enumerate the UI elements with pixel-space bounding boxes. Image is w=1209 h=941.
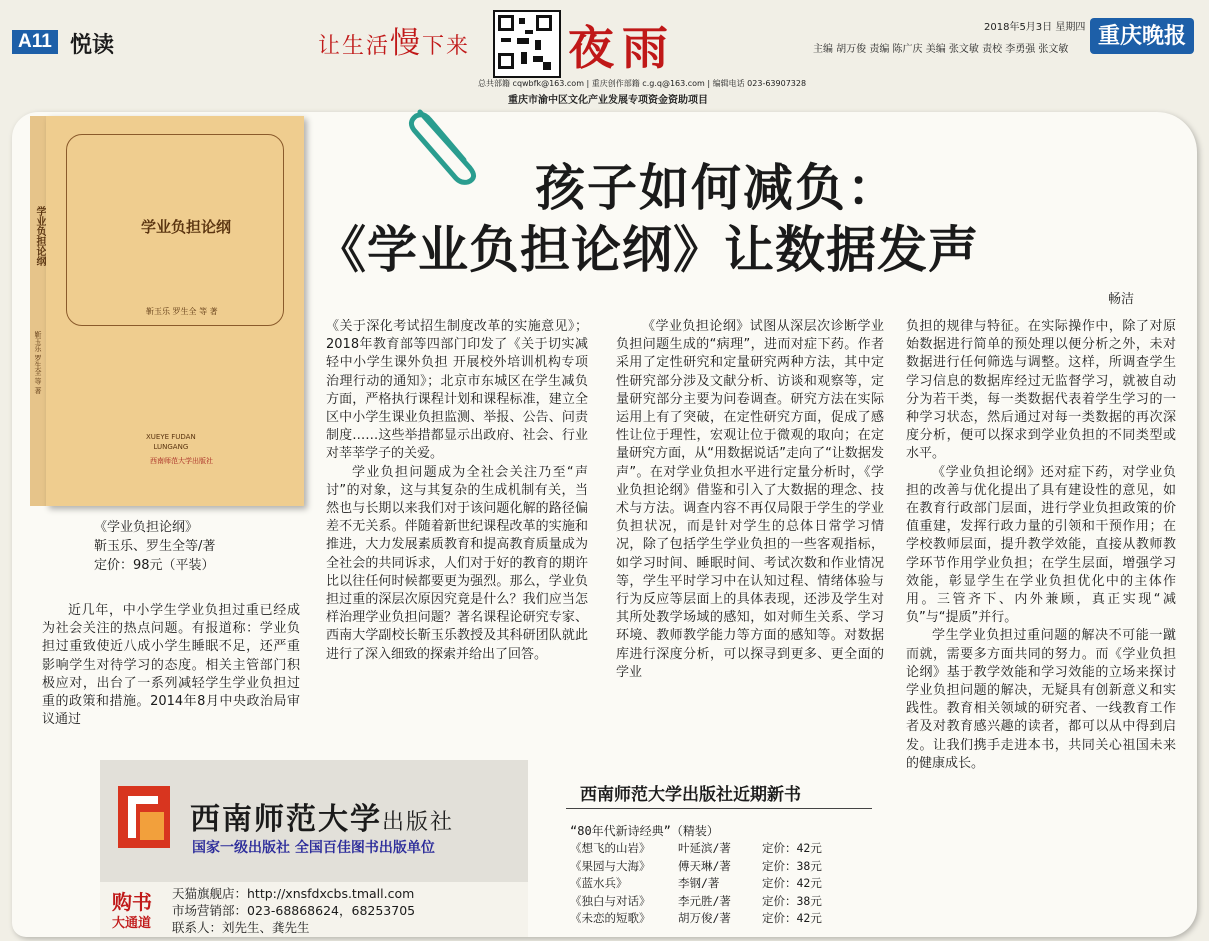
paperclip-icon [400, 96, 490, 186]
list-item [570, 875, 822, 893]
contact-line: 总共部籍 cqwbfk@163.com | 重庆创作部籍 c.g.q@163.com | 编辑电话 023-63907328 [478, 79, 807, 88]
cover-publisher: 西南师范大学出版社 [150, 457, 213, 465]
book-caption [94, 518, 215, 575]
funding-note: 重庆市渝中区文化产业发展专项资金资助项目 [508, 95, 708, 106]
publisher-tagline: 国家一级出版社 全国百佳图书出版单位 [192, 840, 435, 856]
divider [566, 808, 872, 809]
paragraph: 学业负担问题成为全社会关注乃至“声讨”的对象，这与其复杂的生成机制有关，当然也与长期以来我们对于该问题化解的路径偏差不无关系。伴随着新世纪课程改革的实施和推进，大力发展素质教育和提高教育质量成为全社会的共同诉求，人们对于好的教育的期许比以往任何时候都要更为强烈。那么，学业负担过重的深层次原因究竟是什么？我们应当怎样治理学业负担问题？著名课程论研究专家、西南大学副校长靳玉乐教授及其科研团队就此进行了深入细致的探索并给出了回答。 [326, 464, 588, 662]
buy-label: 购书 [112, 890, 152, 914]
cover-authors: 靳玉乐 罗生全 等 著 [146, 307, 218, 316]
purchase-info [100, 882, 528, 937]
list-item [570, 858, 822, 876]
spine-authors: 靳玉乐 罗生全 等 著 [34, 331, 42, 394]
book-price: 定价：42元 [762, 876, 822, 890]
book-spine [30, 116, 46, 506]
column-brand: 夜雨 [568, 21, 676, 75]
book-author: 李元胜/著 [678, 893, 731, 908]
store-link[interactable]: 天猫旗舰店：http://xnsfdxcbs.tmall.com [172, 886, 415, 901]
slogan-part-b: 慢 [390, 26, 423, 61]
purchase-details [172, 885, 415, 936]
book-price: 定价：38元 [762, 858, 822, 873]
contact-persons: 联系人：刘先生、龚先生 [172, 920, 310, 935]
book-title: 《未恋的短歌》 [570, 911, 651, 925]
list-item [570, 893, 822, 911]
book-author: 胡万俊/著 [678, 911, 731, 925]
book-title: 《果园与大海》 [570, 858, 651, 873]
slogan-part-c: 下来 [422, 34, 471, 59]
headline-line-1: 孩子如何减负： [535, 159, 899, 217]
book-author: 傅天琳/著 [678, 858, 731, 873]
publisher-logo-icon [110, 782, 176, 852]
article-column-1 [42, 602, 300, 729]
book-cover-image [46, 116, 304, 506]
issue-date: 2018年5月3日 星期四 [984, 22, 1086, 33]
spine-title: 学业负担论纲 [34, 206, 45, 266]
slogan-part-a: 让生活 [318, 34, 391, 59]
publisher-name-main: 西南师范大学 [190, 802, 382, 837]
book-title: 《想飞的山岩》 [570, 841, 651, 855]
article-column-2 [326, 318, 588, 664]
cover-pinyin: XUEYE FUDAN LUNGANG [146, 433, 196, 451]
qr-code-icon[interactable] [493, 10, 561, 78]
book-title: 《蓝水兵》 [570, 876, 628, 890]
column-slogan [318, 18, 470, 62]
paragraph: 《学业负担论纲》还对症下药，对学业负担的改善与优化提出了具有建设性的意见，如在教育行政部门层面，进行学业负担政策的价值重建，发挥行政力量的引领和干预作用；在学校教师层面，提升教学效能，直接从教师教学环节作用学业负担；在学生层面，增强学习效能，彰显学生在学业负担优化中的主体作用。三管齐下、内外兼顾，真正实现“减负”与“提质”并行。 [906, 464, 1176, 626]
paragraph: 负担的规律与特征。在实际操作中，除了对原始数据进行简单的预处理以便分析之外，未对数据进行任何筛选与调整。这样，所调查学生学习信息的数据库经过无监督学习，就被自动分为若干类，每一类数据代表着学生学习的一种学习状态，然后通过对每一类数据的再次深度分析，便可以探求到学业负担的不同类型或水平。 [906, 319, 1176, 462]
paragraph: 《学业负担论纲》试图从深层次诊断学业负担问题生成的“病理”，进而对症下药。作者采用了定性研究和定量研究两种方法，其中定性研究部分涉及文献分析、访谈和观察等，定量研究部分主要为问卷调查。研究方法在实际运用上有了突破，在定性研究方面，促成了感性让位于理性，宏观让位于微观的取向；在定量研究方面，从“用数据说话”走向了“让数据发声”。在对学业负担水平进行定量分析时，《学业负担论纲》借鉴和引入了大数据的理念、技术与方法。调查内容不再仅局限于学生的学业负担状况，而是针对学生的总体日常学习情况，除了包括学生学业负担的一些客观指标，如学习时间、睡眠时间、考试次数和作业情况等，学生平时学习中在认知过程、情绪体验与行为反应等层面上的具体表现，还涉及学生对其所处教学场域的感知，如对师生关系、学习环境、教师教学能力等方面的感知等。对数据库进行深度分析，可以探寻到更多、更全面的学业 [616, 319, 884, 680]
buy-channel-label: 大通道 [112, 916, 152, 931]
book-title: 《独白与对话》 [570, 893, 651, 908]
book-price: 定价：42元 [762, 911, 822, 925]
book-price: 定价：38元 [762, 893, 822, 908]
article-column-4 [906, 318, 1176, 773]
book-author: 叶延滨/著 [678, 841, 731, 855]
new-books-title: 西南师范大学出版社近期新书 [580, 785, 801, 805]
publisher-name [190, 794, 454, 838]
publisher-ad [100, 760, 528, 882]
page-number: A11 [12, 30, 58, 54]
book-author: 李钢/著 [678, 876, 720, 890]
caption-title: 《学业负担论纲》 [94, 520, 199, 535]
byline: 畅洁 [1108, 292, 1135, 307]
paragraph: 近几年，中小学生学业负担过重已经成为社会关注的热点问题。有报道称：学业负担过重致使近八成小学生睡眠不足，还严重影响学生对待学习的态度。相关主管部门积极应对，出台了一系列减轻学生学业负担过重的政策和措施。2014年8月中央政治局审议通过 [42, 603, 300, 728]
sales-phone: 市场营销部：023-68868624，68253705 [172, 903, 416, 918]
book-series: “80年代新诗经典”（精装） [570, 824, 719, 838]
headline-line-2: 《学业负担论纲》让数据发声 [316, 221, 979, 279]
article-column-3 [616, 318, 884, 682]
list-item [570, 910, 822, 928]
caption-price: 定价：98元（平装） [94, 558, 215, 573]
book-price: 定价：42元 [762, 841, 822, 855]
paragraph: 《关于深化考试招生制度改革的实施意见》；2018年教育部等四部门印发了《关于切实减轻中小学生课外负担 开展校外培训机构专项治理行动的通知》；北京市东城区在学生减负方面，严格执行课程计划和课程标准，建立全区中小学生课业负担监测、举报、公告、问责制度……这些举措都显示出政府、社会、行业对莘莘学子的关爱。 [326, 319, 588, 462]
paragraph: 学生学业负担过重问题的解决不可能一蹴而就，需要多方面共同的努力。而《学业负担论纲》基于教学效能和学习效能的立场来探讨学业负担问题的解决，无疑具有创新意义和实践性。教育相关领域的研究者、一线教育工作者及对教育感兴趣的读者，都可以从中得到启发。让我们携手走进本书，共同关心祖国未来的健康成长。 [906, 628, 1176, 771]
editor-credits: 主编 胡万俊 责编 陈广庆 美编 张文敏 责校 李勇强 张文敏 [813, 44, 1069, 55]
cover-title: 学业负担论纲 [141, 218, 232, 236]
caption-authors: 靳玉乐、罗生全等/著 [94, 539, 216, 554]
newspaper-logo: 重庆晚报 [1090, 18, 1194, 54]
list-item [570, 840, 822, 858]
new-books-list [570, 840, 822, 928]
publisher-name-suffix: 出版社 [382, 810, 455, 835]
section-title: 悦读 [70, 33, 115, 58]
